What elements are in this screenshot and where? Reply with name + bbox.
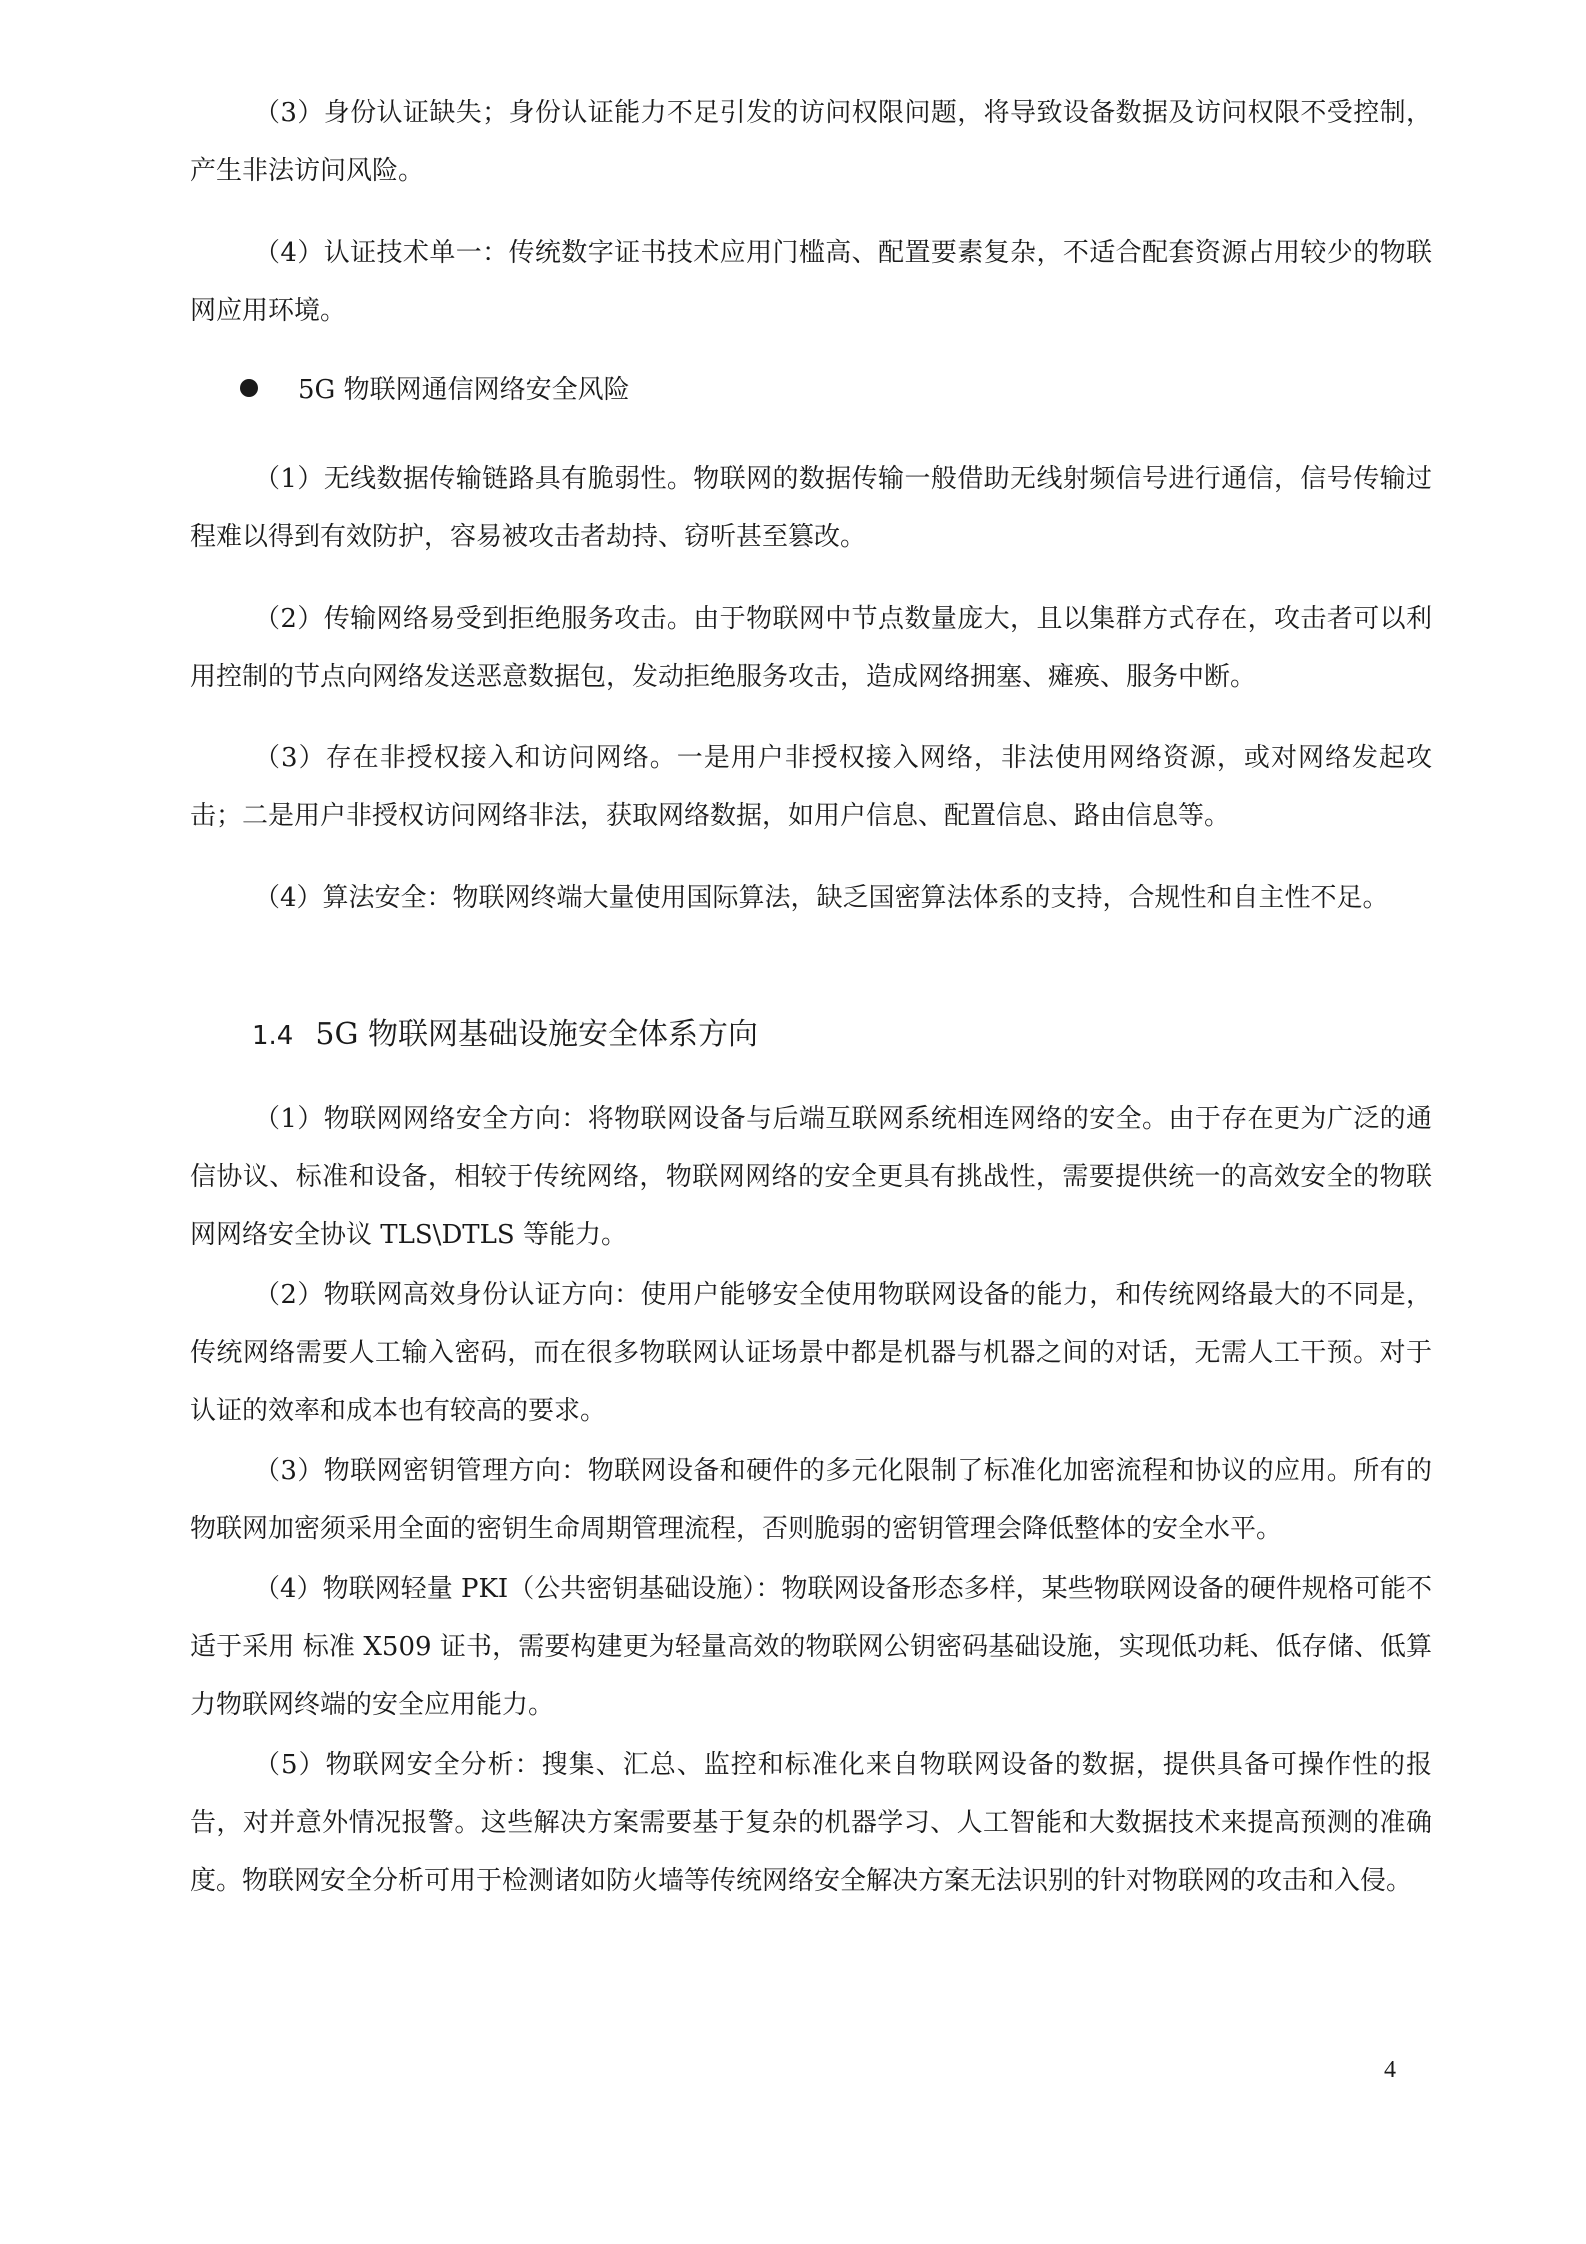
bullet-heading-text: 5G 物联网通信网络安全风险 <box>298 375 630 405</box>
bullet-dot-icon <box>240 379 258 397</box>
section-heading <box>252 1003 1352 1068</box>
paragraph-wireless-link-fragile: （1）无线数据传输链路具有脆弱性。物联网的数据传输一般借助无线射频信号进行通信，信号传输过程难以得到有效防护，容易被攻击者劫持、窃听甚至篡改。 <box>190 464 1432 552</box>
section-number: 1.4 <box>252 1021 294 1051</box>
bullet-heading-network-risk <box>240 361 1390 419</box>
paragraph-auth-direction: （2）物联网高效身份认证方向：使用户能够安全使用物联网设备的能力，和传统网络最大的不同是，传统网络需要人工输入密码，而在很多物联网认证场景中都是机器与机器之间的对话，无需人工干预。对于认证的效率和成本也有较高的要求。 <box>190 1280 1432 1426</box>
paragraph-security-analysis: （5）物联网安全分析：搜集、汇总、监控和标准化来自物联网设备的数据，提供具备可操作性的报告，对并意外情况报警。这些解决方案需要基于复杂的机器学习、人工智能和大数据技术来提高预测的准确度。物联网安全分析可用于检测诸如防火墙等传统网络安全解决方案无法识别的针对物联网的攻击和入侵。 <box>190 1750 1432 1896</box>
page-number: 4 <box>1384 2057 1396 2083</box>
paragraph-dos-attack: （2）传输网络易受到拒绝服务攻击。由于物联网中节点数量庞大，且以集群方式存在，攻击者可以利用控制的节点向网络发送恶意数据包，发动拒绝服务攻击，造成网络拥塞、瘫痪、服务中断。 <box>190 604 1432 692</box>
paragraph-identity-auth-missing: （3）身份认证缺失；身份认证能力不足引发的访问权限问题，将导致设备数据及访问权限不受控制，产生非法访问风险。 <box>190 98 1432 186</box>
paragraph-lightweight-pki: （4）物联网轻量 PKI（公共密钥基础设施）：物联网设备形态多样，某些物联网设备的硬件规格可能不适于采用 标准 X509 证书，需要构建更为轻量高效的物联网公钥密码基础设施，实现低功耗、低存储、低算力物联网终端的安全应用能力。 <box>190 1574 1432 1720</box>
paragraph-algorithm-security: （4）算法安全：物联网终端大量使用国际算法，缺乏国密算法体系的支持，合规性和自主性不足。 <box>254 883 1389 913</box>
paragraph-network-security-direction: （1）物联网网络安全方向：将物联网设备与后端互联网系统相连网络的安全。由于存在更为广泛的通信协议、标准和设备，相较于传统网络，物联网网络的安全更具有挑战性，需要提供统一的高效安全的物联网网络安全协议 TLS\DTLS 等能力。 <box>190 1104 1432 1250</box>
paragraph-unauthorized-access: （3）存在非授权接入和访问网络。一是用户非授权接入网络，非法使用网络资源，或对网络发起攻击；二是用户非授权访问网络非法，获取网络数据，如用户信息、配置信息、路由信息等。 <box>190 743 1432 831</box>
paragraph-key-management-direction: （3）物联网密钥管理方向：物联网设备和硬件的多元化限制了标准化加密流程和协议的应用。所有的物联网加密须采用全面的密钥生命周期管理流程，否则脆弱的密钥管理会降低整体的安全水平。 <box>190 1456 1432 1544</box>
section-title: 5G 物联网基础设施安全体系方向 <box>315 1017 758 1052</box>
paragraph-auth-tech-single: （4）认证技术单一：传统数字证书技术应用门槛高、配置要素复杂，不适合配套资源占用较少的物联网应用环境。 <box>190 238 1432 326</box>
